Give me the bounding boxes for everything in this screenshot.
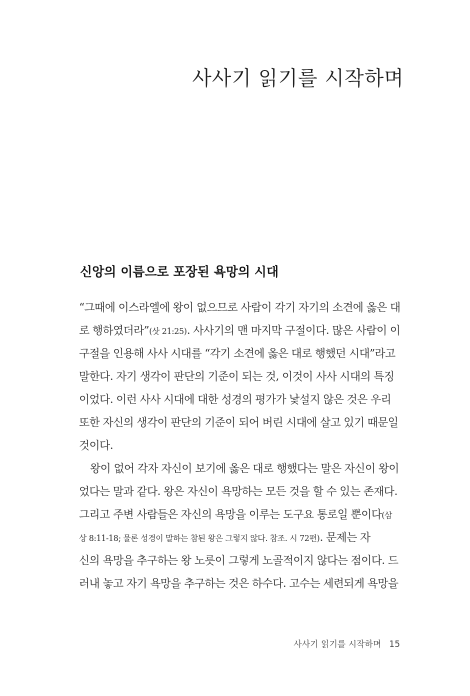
body-line: 상 8:11-18; 물론 성경이 말하는 참된 왕은 그렇지 않다. 참조. 시 72편). 문제는 자	[79, 531, 371, 544]
body-line: 신의 욕망을 추구하는 왕 노릇이 그렇게 노골적이지 않다는 점이다. 드	[79, 554, 399, 567]
body-line: 로 행하였더라”(삿 21:25). 사사기의 맨 마지막 구절이다. 많은 사람이 이	[79, 324, 401, 337]
body-line: 구절을 인용해 사사 시대를 “각기 소견에 옳은 대로 행했던 시대”라고	[79, 347, 396, 360]
scripture-reference: (삼	[381, 511, 393, 520]
page-number: 15	[389, 640, 400, 650]
scripture-reference: (삿 21:25)	[149, 327, 187, 336]
body-line: 이었다. 이런 사사 시대에 대한 성경의 평가가 낯설지 않은 것은 우리	[79, 393, 392, 406]
section-heading: 신앙의 이름으로 포장된 욕망의 시대	[80, 264, 279, 279]
body-line: 그리고 주변 사람들은 자신의 욕망을 이루는 도구요 통로일 뿐이다(삼	[79, 508, 393, 521]
page-footer	[0, 638, 400, 650]
body-line: 었다는 말과 같다. 왕은 자신이 욕망하는 모든 것을 할 수 있는 존재다.	[79, 485, 398, 498]
body-line: 것이다.	[79, 439, 113, 452]
body-text	[79, 296, 401, 595]
body-line: 말한다. 자기 생각이 판단의 기준이 되는 것, 이것이 사사 시대의 특징	[79, 370, 395, 383]
scripture-reference: 상 8:11-18; 물론 성경이 말하는 참된 왕은 그렇지 않다. 참조. 시 72편)	[79, 534, 320, 543]
body-line: 러내 놓고 자기 욕망을 추구하는 것은 하수다. 고수는 세련되게 욕망을	[79, 577, 399, 590]
body-line-paragraph-start: 왕이 없어 각자 자신이 보기에 옳은 대로 행했다는 말은 자신이 왕이	[90, 462, 399, 475]
running-title: 사사기 읽기를 시작하며	[293, 640, 382, 650]
body-line: 또한 자신의 생각이 판단의 기준이 되어 버린 시대에 살고 있기 때문일	[79, 416, 399, 429]
chapter-title: 사사기 읽기를 시작하며	[192, 66, 404, 90]
body-line: “그때에 이스라엘에 왕이 없으므로 사람이 각기 자기의 소견에 옳은 대	[79, 301, 401, 314]
